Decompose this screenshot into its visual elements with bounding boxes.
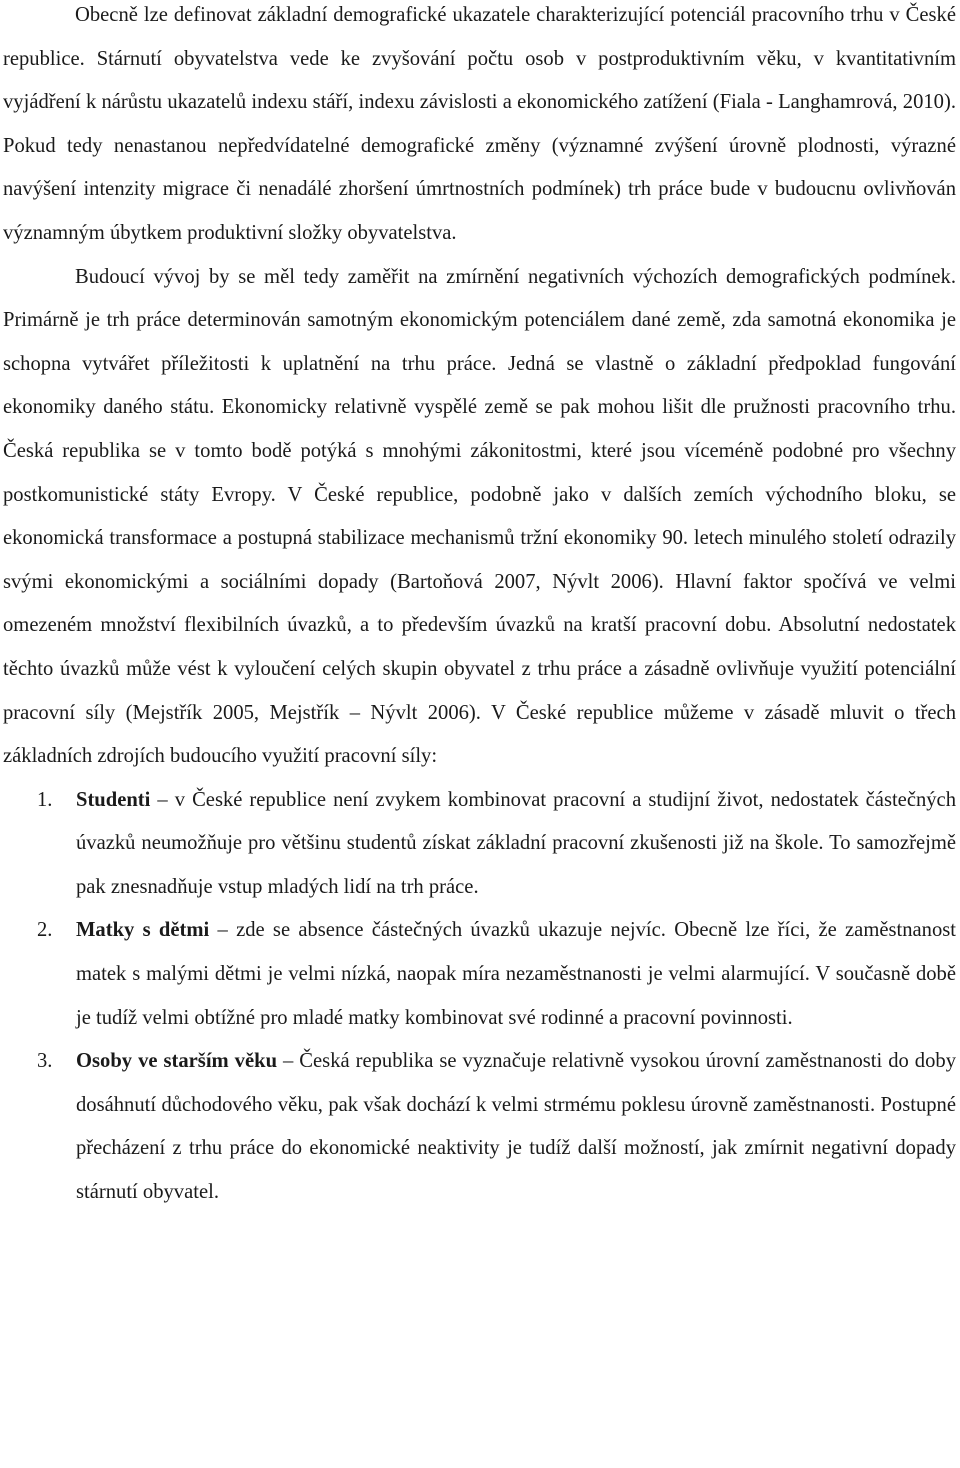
list-item-term: Matky s dětmi	[76, 919, 210, 942]
list-item	[3, 779, 956, 910]
numbered-list	[3, 779, 956, 1215]
list-number: 2.	[37, 919, 53, 942]
list-item	[3, 909, 956, 1040]
list-number: 3.	[37, 1050, 53, 1073]
paragraph: Obecně lze definovat základní demografické ukazatele charakterizující potenciál pracovního trhu v České republice. Stárnutí obyvatelstva vede ke zvyšování počtu osob v postproduktivním věku, v kvantitativním vyjádření k nárůstu ukazatelů indexu stáří, indexu závislosti a ekonomického zatížení (Fiala - Langhamrová, 2010). Pokud tedy nenastanou nepředvídatelné demografické změny (významné zvýšení úrovně plodnosti, výrazné navýšení intenzity migrace či nenadálé zhoršení úmrtnostních podmínek) trh práce bude v budoucnu ovlivňován významným úbytkem produktivní složky obyvatelstva.	[3, 4, 956, 244]
paragraph: Budoucí vývoj by se měl tedy zaměřit na zmírnění negativních výchozích demografických podmínek. Primárně je trh práce determinován samotným ekonomickým potenciálem dané země, zda samotná ekonomika je schopna vytvářet příležitosti k uplatnění na trhu práce. Jedná se vlastně o základní předpoklad fungování ekonomiky daného státu. Ekonomicky relativně vyspělé země se pak mohou lišit dle pružnosti pracovního trhu. Česká republika se v tomto bodě potýká s mnohými zákonitostmi, které jsou víceméně podobné pro všechny postkomunistické státy Evropy. V České republice, podobně jako v dalších zemích východního bloku, se ekonomická transformace a postupná stabilizace mechanismů tržní ekonomiky 90. letech minulého století odrazily svými ekonomickými a sociálními dopady (Bartoňová 2007, Nývlt 2006). Hlavní faktor spočívá ve velmi omezeném množství flexibilních úvazků, a to především úvazků na kratší pracovní dobu. Absolutní nedostatek těchto úvazků může vést k vyloučení celých skupin obyvatel z trhu práce a zásadně ovlivňuje využití potenciální pracovní síly (Mejstřík 2005, Mejstřík – Nývlt 2006). V České republice můžeme v zásadě mluvit o třech základních zdrojích budoucího využití pracovní síly:	[3, 265, 956, 768]
list-item-text: – v České republice není zvykem kombinovat pracovní a studijní život, nedostatek částečných úvazků neumožňuje pro většinu studentů získat základní pracovní zkušenosti již na škole. To samozřejmě pak znesnadňuje vstup mladých lidí na trh práce.	[76, 788, 956, 898]
list-item-term: Studenti	[76, 788, 151, 811]
list-item-term: Osoby ve starším věku	[76, 1050, 278, 1073]
list-item-text: – zde se absence částečných úvazků ukazuje nejvíc. Obecně lze říci, že zaměstnanost matek s malými dětmi je velmi nízká, naopak míra nezaměstnanosti je velmi alarmující. V současně době je tudíž velmi obtížné pro mladé matky kombinovat své rodinné a pracovní povinnosti.	[76, 919, 956, 1029]
list-number: 1.	[37, 788, 53, 811]
document-page	[3, 0, 956, 1215]
list-item-text: – Česká republika se vyznačuje relativně vysokou úrovní zaměstnanosti do doby dosáhnutí důchodového věku, pak však dochází k velmi strmému poklesu úrovně zaměstnanosti. Postupné přecházení z trhu práce do ekonomické neaktivity je tudíž další možností, jak zmírnit negativní dopady stárnutí obyvatel.	[76, 1050, 956, 1204]
list-item	[3, 1040, 956, 1214]
